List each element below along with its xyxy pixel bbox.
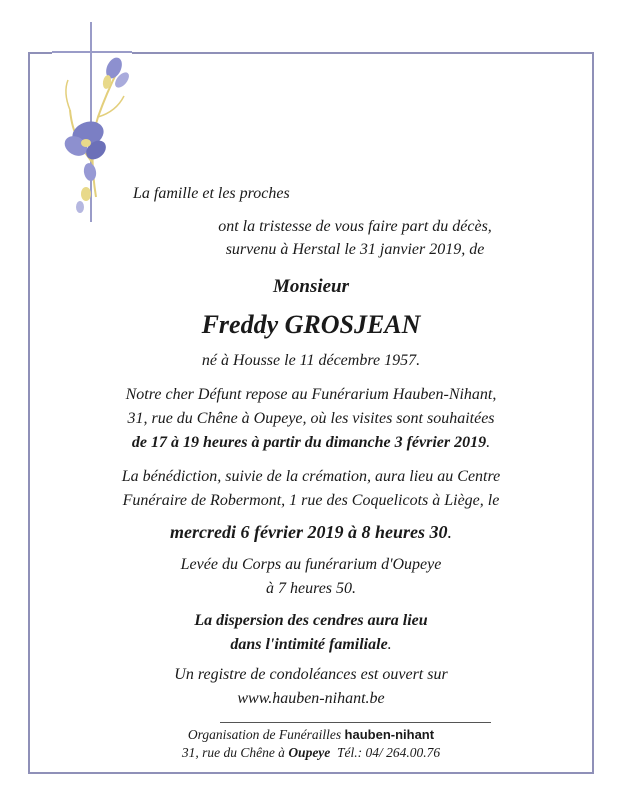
footer-phone: Tél.: 04/ 264.00.76 bbox=[337, 745, 441, 760]
levee-line-1: Levée du Corps au funérarium d'Oupeye bbox=[180, 556, 442, 573]
dispersion-intimacy: dans l'intimité familiale bbox=[230, 636, 388, 653]
cross-flower-ornament bbox=[52, 22, 132, 227]
footer-org-prefix: Organisation de Funérailles bbox=[187, 727, 342, 742]
footer-address-prefix: 31, rue du Chêne à bbox=[181, 745, 285, 760]
footer-address-city: Oupeye bbox=[288, 745, 331, 760]
birth-info: né à Housse le 11 décembre 1957. bbox=[201, 352, 421, 369]
footer-brand: hauben-nihant bbox=[344, 727, 435, 742]
footer-divider bbox=[220, 722, 491, 723]
ceremony-date-bold: mercredi 6 février 2019 à 8 heures 30 bbox=[170, 522, 448, 542]
dispersion-line-1: La dispersion des cendres aura lieu bbox=[194, 612, 428, 629]
deceased-name: Freddy GROSJEAN bbox=[201, 310, 421, 339]
footer-org bbox=[0, 727, 622, 743]
condolences-url[interactable]: www.hauben-nihant.be bbox=[237, 690, 385, 707]
deceased-title: Monsieur bbox=[272, 276, 350, 297]
intro-line-1: La famille et les proches bbox=[133, 185, 290, 202]
ceremony-line-2: Funéraire de Robermont, 1 rue des Coquelicots à Liège, le bbox=[122, 492, 500, 509]
viewing-hours-end: . bbox=[486, 434, 491, 451]
dispersion-end: . bbox=[387, 636, 392, 653]
viewing-hours: de 17 à 19 heures à partir du dimanche 3 février 2019 bbox=[131, 434, 487, 451]
intro-line-2: ont la tristesse de vous faire part du décès, bbox=[218, 218, 492, 235]
levee-line-2: à 7 heures 50. bbox=[265, 580, 357, 597]
condolences-line: Un registre de condoléances est ouvert sur bbox=[174, 666, 448, 683]
ceremony-date-end: . bbox=[447, 522, 452, 542]
viewing-line-2: 31, rue du Chêne à Oupeye, où les visites sont souhaitées bbox=[127, 410, 495, 427]
intro-line-3: survenu à Herstal le 31 janvier 2019, de bbox=[225, 241, 485, 258]
viewing-line-3 bbox=[0, 434, 622, 452]
viewing-line-1: Notre cher Défunt repose au Funérarium Hauben-Nihant, bbox=[125, 386, 497, 403]
ceremony-line-1: La bénédiction, suivie de la crémation, aura lieu au Centre bbox=[121, 468, 501, 485]
ceremony-date bbox=[0, 522, 622, 543]
cross-flower-icon bbox=[52, 22, 132, 227]
footer-address bbox=[0, 745, 622, 761]
dispersion-line-2 bbox=[0, 636, 622, 654]
